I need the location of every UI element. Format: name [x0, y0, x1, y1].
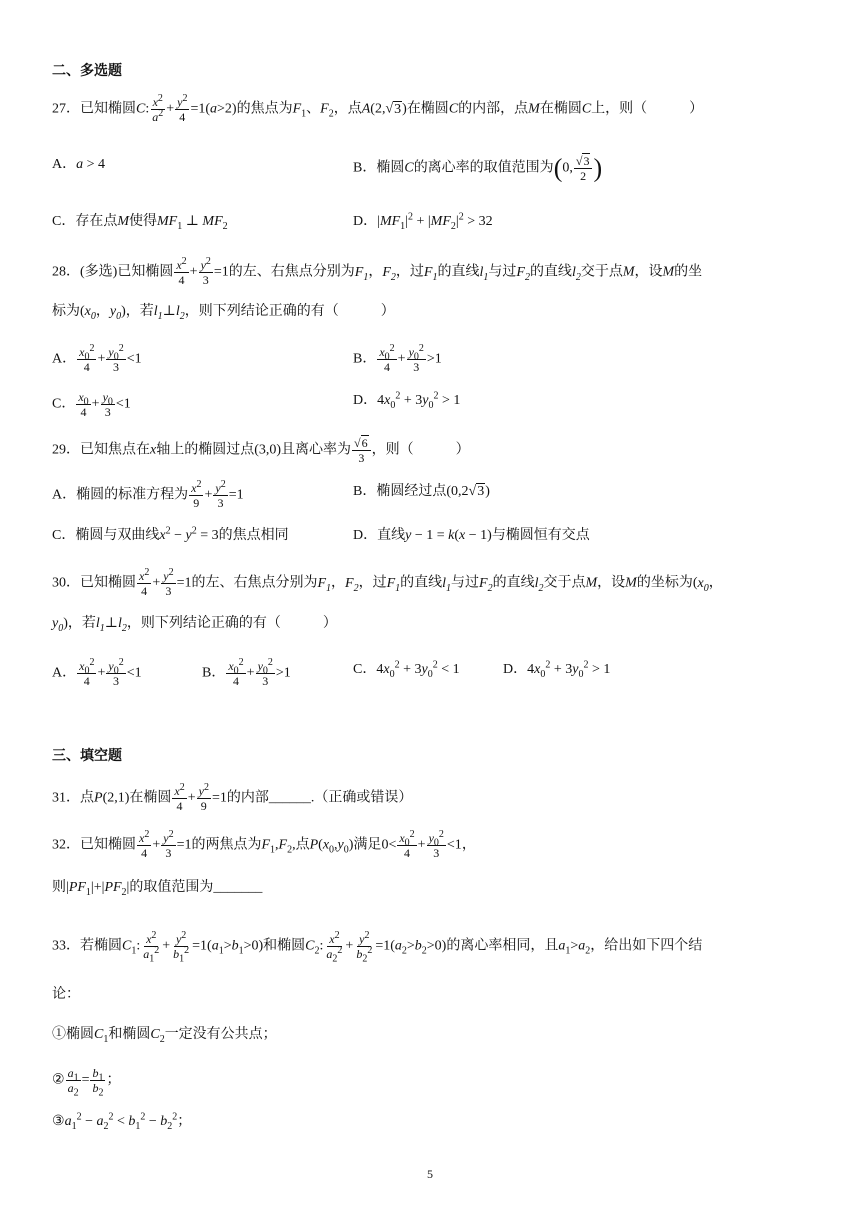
q27-option-b: B．椭圆C的离心率的取值范围为(0, $\frac{√3}{2}$ ) [353, 153, 603, 183]
section-title-fill-in: 三、填空题 [52, 748, 122, 764]
q27-option-c: C．存在点M使得$MF_1$ ⊥ $MF_2$ [52, 214, 228, 232]
question-31: 31．点P(2,1)在椭圆 $\frac{x^2}{4}$ + $\frac{y^2}{9}$ =1的内部______.（正确或错误） [52, 782, 413, 813]
q33-conclusion-3: $③a_1^2 - a_2^2 < b_1^2 - b_2^2$； [52, 1111, 192, 1132]
q29-option-b: B．椭圆经过点(0,2√3) [353, 484, 490, 499]
question-27-stem: 27．已知椭圆C: $\frac{x^2}{a^2}$ + $\frac{y^2}{4}$ =1(a>2)的焦点为$F_1$、$F_2$，点A(2,√3)在椭圆C的内部，点M在椭圆C上，则（ ） [52, 93, 704, 124]
question-30-stem-line1: 30．已知椭圆 $\frac{x^2}{4}$ + $\frac{y^2}{3}$ =1的左、右焦点分别为$F_1$，$F_2$，过$F_1$的直线$l_1$与过$F_2$的直线$l_2$交于点M，设M的坐标为($x_0$， [52, 567, 723, 598]
question-33-line1: 33．若椭圆$C_1$: $\frac{x^2}{a_1^2}$ + $\frac{y^2}{b_1^2}$ $=1(a_1>b_1>0)$和椭圆$C_2$: $\frac{x^2}{a_2^2}$ + $\frac{y^2}{b_2^2}$ $=1(a_2>b_2>0)$的离心率相同，且$a_1>a_2$，给出如下四个结 [52, 930, 703, 965]
q30-option-d: D．$4x_0^2 + 3y_0^2 > 1$ [503, 659, 611, 680]
q28-option-c: C． $\frac{x_0}{4}$ + $\frac{y_0}{3}$ <1 [52, 390, 131, 419]
q29-option-d: D．直线y − 1 = k(x − 1)与椭圆恒有交点 [353, 528, 590, 543]
q27-option-a: A．a > 4 [52, 157, 106, 172]
q27-option-d: D．$|MF_1|^2 + |MF_2|^2 > 32$ [353, 211, 493, 232]
q28-option-a: A． $\frac{x_0^2}{4}$ + $\frac{y_0^2}{3}$ <1 [52, 343, 142, 374]
question-32-line1: 32．已知椭圆 $\frac{x^2}{4}$ + $\frac{y^2}{3}$ =1的两焦点为$F_1,F_2$,点$P(x_0,y_0)$满足0< $\frac{x_0^2}{4}$ + $\frac{y_0^2}{3}$ <1， [52, 829, 476, 860]
question-33-line2: 论： [52, 987, 80, 1002]
question-29-stem: 29．已知焦点在x轴上的椭圆过点(3,0)且离心率为 $\frac{√6}{3}$ ，则（ ） [52, 436, 470, 465]
q29-option-c: C．椭圆与双曲线$x^2 - y^2 = 3$的焦点相同 [52, 525, 289, 543]
q28-option-b: B． $\frac{x_0^2}{4}$ + $\frac{y_0^2}{3}$ >1 [353, 343, 442, 374]
q30-option-b: B． $\frac{x_0^2}{4}$ + $\frac{y_0^2}{3}$ >1 [202, 657, 291, 688]
q30-option-c: C．$4x_0^2 + 3y_0^2 < 1$ [353, 659, 460, 680]
q33-conclusion-2: ② $\frac{a_1}{a_2}$ = $\frac{b_1}{b_2}$ ； [52, 1066, 121, 1099]
question-28-stem-line2: 标为($x_0$，$y_0$)，若$l_1\perp l_2$，则下列结论正确的有（ ） [52, 304, 395, 322]
question-28-stem-line1: 28．(多选)已知椭圆 $\frac{x^2}{4}$ + $\frac{y^2}{3}$ =1的左、右焦点分别为$F_1$，$F_2$，过$F_1$的直线$l_1$与过$F_2$的直线$l_2$交于点M，设M的坐 [52, 256, 703, 287]
question-30-stem-line2: $y_0$)，若$l_1\perp l_2$，则下列结论正确的有（ ） [52, 616, 337, 634]
q33-conclusion-1: ①椭圆$C_1$和椭圆$C_2$一定没有公共点； [52, 1027, 277, 1045]
section-title-multiple-choice: 二、多选题 [52, 63, 122, 79]
q30-option-a: A． $\frac{x_0^2}{4}$ + $\frac{y_0^2}{3}$ <1 [52, 657, 142, 688]
question-32-line2: 则$|PF_1|+|PF_2|$的取值范围为_______ [52, 880, 263, 898]
q28-option-d: D．$4x_0^2 + 3y_0^2 > 1$ [353, 390, 461, 411]
q29-option-a: A．椭圆的标准方程为 $\frac{x^2}{9}$ + $\frac{y^2}{3}$ =1 [52, 479, 244, 510]
page-number: 5 [427, 1167, 433, 1181]
